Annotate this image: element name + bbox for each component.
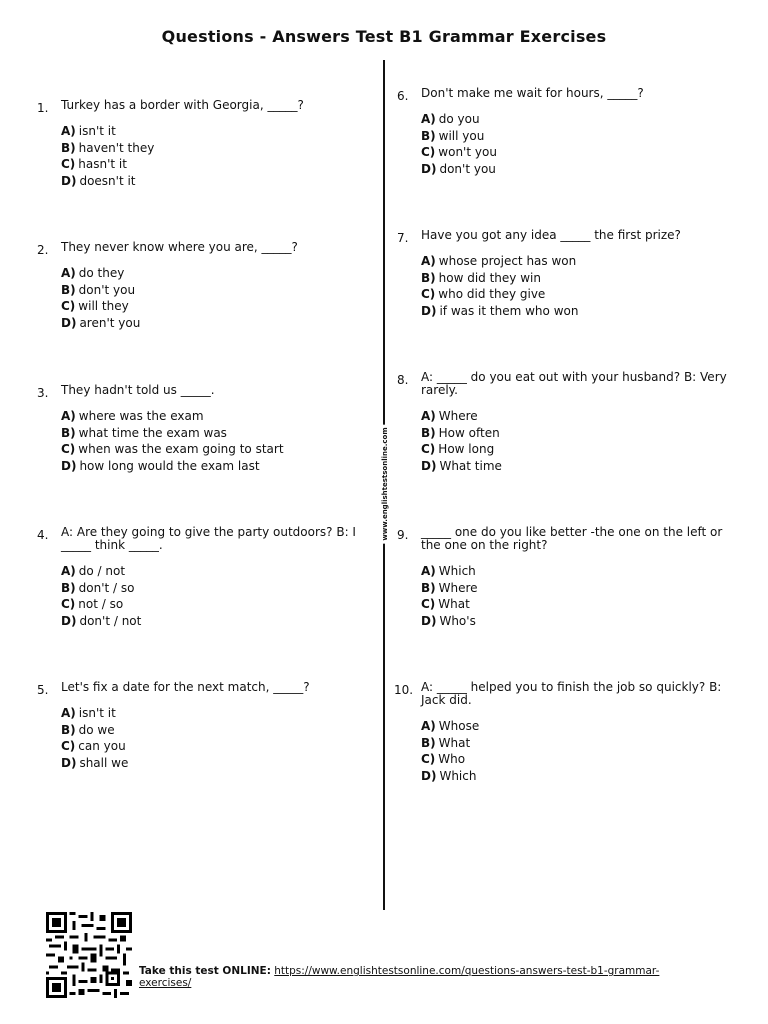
option-a[interactable] (421, 718, 741, 735)
option-a[interactable] (421, 253, 741, 270)
option-text: don't / not (79, 613, 142, 628)
option-text: hasn't it (78, 157, 127, 171)
option-text: Which (439, 768, 477, 783)
option-letter: B) (61, 722, 76, 737)
option-letter: C) (421, 442, 436, 456)
option-text: doesn't it (79, 173, 136, 188)
option-letter: B) (61, 580, 76, 595)
page-title: Questions - Answers Test B1 Grammar Exercises (161, 27, 607, 46)
option-b[interactable] (61, 425, 376, 442)
online-test-link[interactable]: https://www.englishtestsonline.com/questions-answers-test-b1-grammar-exercises/ (139, 965, 660, 989)
option-a[interactable] (61, 265, 376, 282)
question-number: 10. (394, 683, 414, 697)
option-letter: A) (61, 124, 76, 138)
option-text: not / so (78, 597, 124, 611)
option-text: What (438, 735, 471, 750)
option-letter: A) (421, 719, 436, 733)
question-number: 5. (37, 683, 49, 697)
option-text: what time the exam was (78, 425, 227, 440)
option-d[interactable] (61, 315, 376, 332)
question-stem: They never know where you are, _____? (61, 240, 298, 254)
option-text: shall we (79, 755, 129, 770)
option-letter: D) (421, 613, 437, 628)
option-b[interactable] (421, 128, 741, 145)
option-text: isn't it (78, 706, 116, 720)
option-text: haven't they (78, 140, 155, 155)
option-text: Who (438, 752, 466, 766)
option-letter: D) (421, 768, 437, 783)
question-number: 9. (397, 528, 409, 542)
option-c[interactable] (61, 596, 376, 613)
option-text: do / not (78, 564, 126, 578)
option-b[interactable] (61, 282, 376, 299)
option-c[interactable] (421, 441, 741, 458)
option-letter: C) (61, 442, 76, 456)
option-text: who did they give (438, 287, 546, 301)
option-letter: D) (61, 458, 77, 473)
option-b[interactable] (61, 140, 376, 157)
option-b[interactable] (421, 425, 741, 442)
option-a[interactable] (421, 408, 741, 425)
option-text: how long would the exam last (79, 458, 260, 473)
option-c[interactable] (61, 441, 376, 458)
option-letter: A) (421, 112, 436, 126)
option-letter: D) (421, 161, 437, 176)
question-6 (397, 86, 741, 177)
footer (44, 912, 734, 1002)
option-text: when was the exam going to start (78, 442, 284, 456)
option-b[interactable] (61, 722, 376, 739)
option-d[interactable] (61, 173, 376, 190)
option-letter: C) (421, 287, 436, 301)
question-4 (37, 525, 376, 629)
option-letter: A) (61, 409, 76, 423)
option-c[interactable] (61, 738, 376, 755)
option-text: if was it them who won (439, 303, 579, 318)
option-text: Who's (439, 613, 476, 628)
option-text: Where (438, 409, 478, 423)
option-text: How long (438, 442, 495, 456)
option-letter: D) (61, 315, 77, 330)
option-letter: D) (421, 458, 437, 473)
option-text: don't you (78, 282, 136, 297)
question-number: 2. (37, 243, 49, 257)
option-a[interactable] (61, 705, 376, 722)
option-d[interactable] (421, 458, 741, 475)
qr-code-icon[interactable] (44, 912, 134, 998)
option-letter: A) (421, 254, 436, 268)
option-a[interactable] (421, 111, 741, 128)
option-d[interactable] (421, 613, 741, 630)
option-letter: B) (61, 282, 76, 297)
option-text: What time (439, 458, 502, 473)
option-letter: C) (421, 597, 436, 611)
question-stem: A: _____ do you eat out with your husband? B: Very rarely. (421, 370, 727, 397)
question-3 (37, 383, 376, 474)
option-letter: D) (61, 755, 77, 770)
option-letter: B) (421, 128, 436, 143)
question-7 (397, 228, 741, 319)
option-letter: A) (421, 409, 436, 423)
option-text: isn't it (78, 124, 116, 138)
option-b[interactable] (421, 580, 741, 597)
option-letter: A) (421, 564, 436, 578)
option-text: where was the exam (78, 409, 204, 423)
option-text: won't you (438, 145, 497, 159)
option-a[interactable] (61, 123, 376, 140)
question-1 (37, 98, 376, 189)
option-text: can you (78, 739, 126, 753)
option-text: Which (438, 564, 476, 578)
option-b[interactable] (421, 270, 741, 287)
option-text: don't / so (78, 580, 135, 595)
option-b[interactable] (421, 735, 741, 752)
option-letter: C) (421, 752, 436, 766)
option-letter: B) (421, 425, 436, 440)
option-text: How often (438, 425, 500, 440)
question-2 (37, 240, 376, 331)
option-c[interactable] (421, 596, 741, 613)
question-number: 6. (397, 89, 409, 103)
question-stem: A: _____ helped you to finish the job so quickly? B: Jack did. (421, 680, 722, 707)
question-9 (397, 525, 741, 629)
option-text: will they (78, 299, 129, 313)
online-label: Take this test ONLINE: (139, 965, 271, 977)
question-number: 3. (37, 386, 49, 400)
option-letter: A) (61, 564, 76, 578)
question-number: 4. (37, 528, 49, 542)
option-letter: C) (61, 157, 76, 171)
option-c[interactable] (61, 298, 376, 315)
option-text: do they (78, 266, 125, 280)
option-a[interactable] (61, 408, 376, 425)
option-letter: C) (61, 739, 76, 753)
option-letter: C) (61, 597, 76, 611)
option-text: how did they win (438, 270, 541, 285)
option-letter: B) (61, 140, 76, 155)
question-stem: Turkey has a border with Georgia, _____? (61, 98, 304, 112)
option-letter: C) (421, 145, 436, 159)
question-stem: _____ one do you like better -the one on the left or the one on the right? (421, 525, 723, 552)
option-d[interactable] (61, 613, 376, 630)
option-letter: C) (61, 299, 76, 313)
option-text: will you (438, 128, 485, 143)
question-number: 7. (397, 231, 409, 245)
option-letter: B) (421, 580, 436, 595)
option-text: do we (78, 722, 115, 737)
option-letter: D) (421, 303, 437, 318)
option-letter: B) (421, 735, 436, 750)
option-c[interactable] (421, 144, 741, 161)
question-5 (37, 680, 376, 771)
option-text: whose project has won (438, 254, 577, 268)
option-b[interactable] (61, 580, 376, 597)
option-letter: A) (61, 266, 76, 280)
question-number: 1. (37, 101, 49, 115)
option-letter: D) (61, 173, 77, 188)
question-stem: Don't make me wait for hours, _____? (421, 86, 644, 100)
question-10 (394, 680, 741, 784)
option-a[interactable] (421, 563, 741, 580)
option-a[interactable] (61, 563, 376, 580)
option-text: What (438, 597, 470, 611)
option-c[interactable] (61, 156, 376, 173)
question-stem: Have you got any idea _____ the first prize? (421, 228, 681, 242)
option-text: Where (438, 580, 478, 595)
question-stem: They hadn't told us _____. (61, 383, 215, 397)
option-letter: B) (61, 425, 76, 440)
option-letter: B) (421, 270, 436, 285)
question-stem: Let's fix a date for the next match, _____? (61, 680, 310, 694)
option-d[interactable] (61, 755, 376, 772)
option-c[interactable] (421, 751, 741, 768)
option-c[interactable] (421, 286, 741, 303)
site-watermark-text: www.englishtestsonline.com (381, 424, 389, 543)
question-stem: A: Are they going to give the party outdoors? B: I _____ think _____. (61, 525, 356, 552)
option-text: do you (438, 112, 480, 126)
option-d[interactable] (421, 303, 741, 320)
option-text: aren't you (79, 315, 141, 330)
option-d[interactable] (61, 458, 376, 475)
option-letter: A) (61, 706, 76, 720)
online-test-note (139, 965, 699, 989)
question-number: 8. (397, 373, 409, 387)
option-letter: D) (61, 613, 77, 628)
option-text: Whose (438, 719, 480, 733)
option-d[interactable] (421, 161, 741, 178)
option-text: don't you (439, 161, 496, 176)
question-8 (397, 370, 741, 474)
option-d[interactable] (421, 768, 741, 785)
